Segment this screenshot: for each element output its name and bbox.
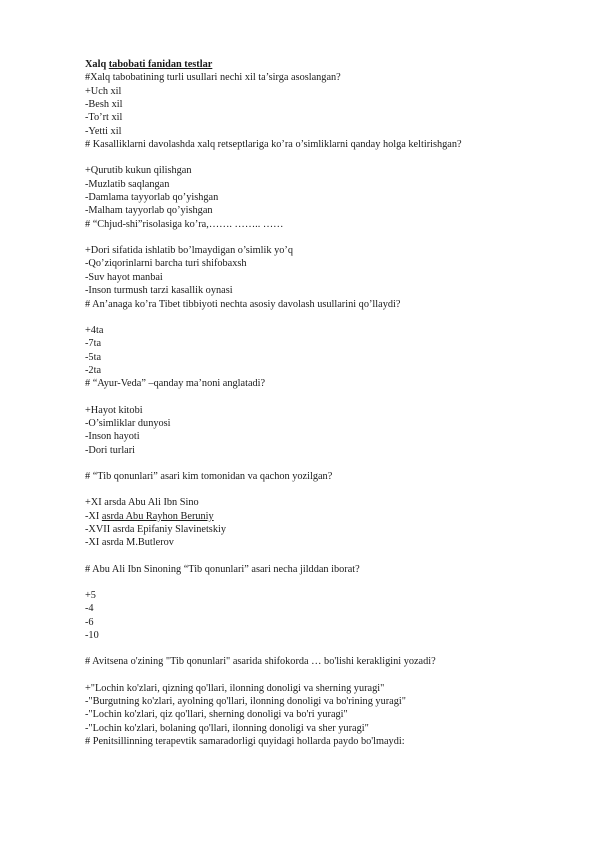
q6-option-4: -XI asrda M.Butlerov bbox=[85, 537, 174, 549]
q8-option-2: -"Burgutning ko'zlari, ayolning qo'llari, ilonning donoligi va bo'rining yuragi" bbox=[85, 696, 406, 708]
q6-option-3: -XVII asrda Epifaniy Slavinetskiy bbox=[85, 523, 226, 535]
document-title bbox=[85, 58, 555, 71]
title-underlined: tabobati fanidan testlar bbox=[108, 59, 213, 70]
q4-option-3: -5ta bbox=[85, 351, 102, 363]
q7-option-2: -4 bbox=[85, 603, 94, 615]
title-plain: Xalq bbox=[85, 59, 109, 70]
blank-line bbox=[85, 231, 555, 244]
q5-option-1: +Hayot kitobi bbox=[85, 404, 143, 416]
q8-option-1: +"Lochin ko'zlari, qizning qo'llari, ilonning donoligi va sherning yuragi" bbox=[85, 682, 385, 694]
q1-option-1: +Uch xil bbox=[85, 85, 122, 97]
q5-option-4: -Dori turlari bbox=[85, 444, 136, 456]
blank-line bbox=[85, 642, 555, 655]
q3-option-2: -Qo’ziqorinlarni barcha turi shifobaxsh bbox=[85, 258, 247, 270]
question-2: # Kasalliklarni davolashda xalq retseptlariga ko’ra o’simliklarni qanday holga keltirishgan? bbox=[85, 139, 462, 151]
q6-option-2 bbox=[85, 510, 555, 523]
q7-option-4: -10 bbox=[85, 630, 99, 642]
blank-line bbox=[85, 576, 555, 589]
q2-option-4: -Malham tayyorlab qo’yishgan bbox=[85, 205, 213, 217]
q5-option-3: -Inson hayoti bbox=[85, 431, 140, 443]
q8-option-4: -"Lochin ko'zlari, bolaning qo'llari, ilonning donoligi va sher yuragi" bbox=[85, 722, 369, 734]
q2-option-2: -Muzlatib saqlangan bbox=[85, 178, 170, 190]
document-body bbox=[85, 58, 555, 748]
q4-option-1: +4ta bbox=[85, 324, 104, 336]
blank-line bbox=[85, 391, 555, 404]
q7-option-3: -6 bbox=[85, 616, 94, 628]
blank-line bbox=[85, 669, 555, 682]
q1-option-4: -Yetti xil bbox=[85, 125, 122, 137]
q4-option-2: -7ta bbox=[85, 338, 102, 350]
question-5: # “Ayur-Veda” –qanday ma’noni anglatadi? bbox=[85, 378, 266, 390]
q6-option-2-prefix: -XI bbox=[85, 510, 102, 522]
q3-option-1: +Dori sifatida ishlatib bo’lmaydigan o’simlik yo’q bbox=[85, 245, 293, 257]
q2-option-3: -Damlama tayyorlab qo’yishgan bbox=[85, 192, 219, 204]
blank-line bbox=[85, 457, 555, 470]
question-6: # “Tib qonunlari” asari kim tomonidan va qachon yozilgan? bbox=[85, 470, 333, 482]
question-4: # An’anaga ko’ra Tibet tibbiyoti nechta asosiy davolash usullarini qo’llaydi? bbox=[85, 298, 401, 310]
q4-option-4: -2ta bbox=[85, 364, 102, 376]
q2-option-1: +Qurutib kukun qilishgan bbox=[85, 165, 192, 177]
blank-line bbox=[85, 550, 555, 563]
question-7: # Abu Ali Ibn Sinoning “Tib qonunlari” asari necha jilddan iborat? bbox=[85, 563, 360, 575]
question-3: # “Chjud-shi”risolasiga ko’ra,……. …….. …… bbox=[85, 218, 284, 230]
question-9: # Penitsillinning terapevtik samaradorligi quyidagi hollarda paydo bo'lmaydi: bbox=[85, 736, 405, 748]
q6-option-1: +XI arsda Abu Ali Ibn Sino bbox=[85, 497, 199, 509]
q3-option-4: -Inson turmush tarzi kasallik oynasi bbox=[85, 285, 233, 297]
question-1: #Xalq tabobatining turli usullari nechi xil ta’sirga asoslangan? bbox=[85, 72, 341, 84]
q3-option-3: -Suv hayot manbai bbox=[85, 271, 163, 283]
q5-option-2: -O’simliklar dunyosi bbox=[85, 417, 171, 429]
q1-option-2: -Besh xil bbox=[85, 99, 123, 111]
q7-option-1: +5 bbox=[85, 590, 96, 601]
q1-option-3: -To’rt xil bbox=[85, 112, 123, 124]
blank-line bbox=[85, 311, 555, 324]
q8-option-3: -"Lochin ko'zlari, qiz qo'llari, sherning donoligi va bo'ri yuragi" bbox=[85, 709, 348, 721]
question-8: # Avitsena o'zining "Tib qonunlari" asarida shifokorda … bo'lishi kerakligini yozadi? bbox=[85, 656, 436, 668]
q6-option-2-underlined: asrda Abu Rayhon Beruniy bbox=[101, 510, 214, 522]
blank-line bbox=[85, 151, 555, 164]
blank-line bbox=[85, 483, 555, 496]
